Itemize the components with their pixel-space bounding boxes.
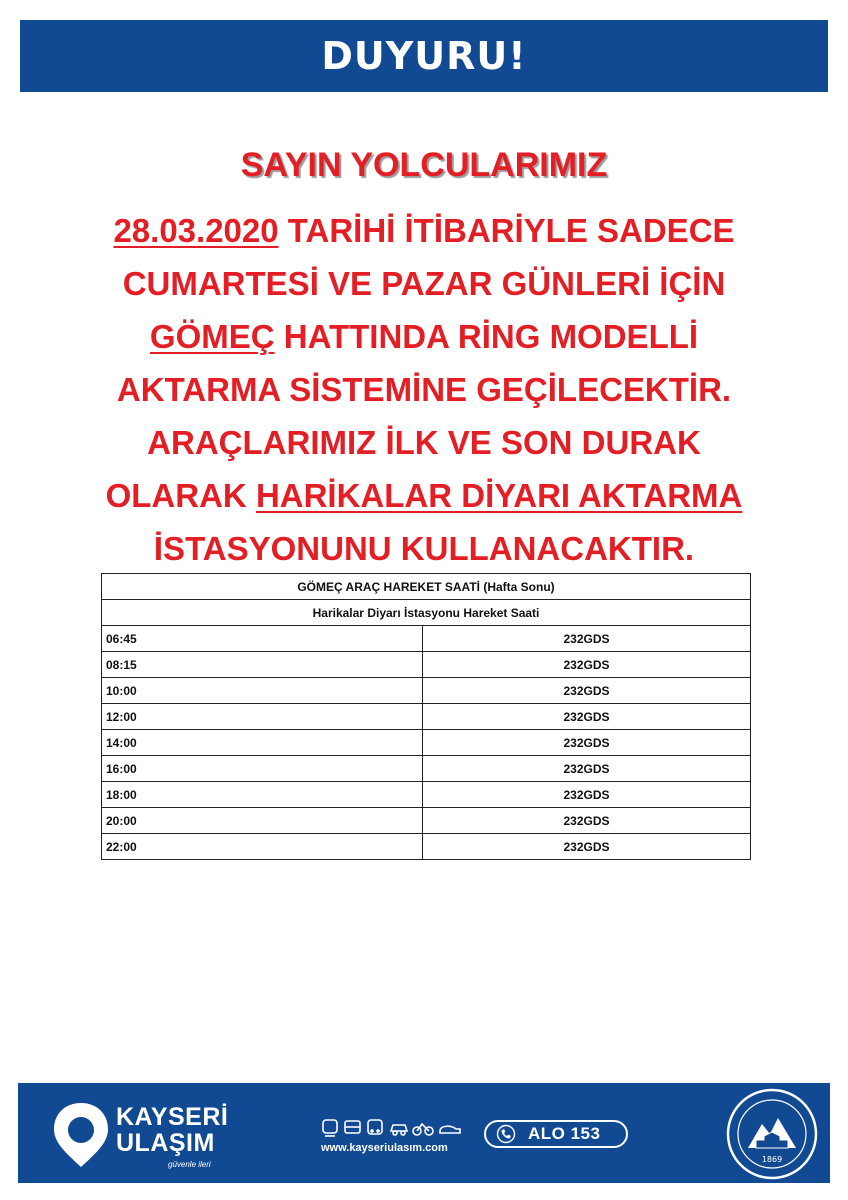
- brand-name-line1: KAYSERİ: [116, 1103, 229, 1131]
- phone-icon: [496, 1124, 516, 1144]
- website-link[interactable]: www.kayseriulasım.com: [321, 1142, 448, 1154]
- schedule-row: [102, 834, 751, 860]
- hotline-number: ALO 153: [528, 1124, 601, 1143]
- notice-paragraph-transfer-station: [0, 416, 848, 575]
- brand-tagline: güvenle ileri: [168, 1160, 211, 1169]
- route-code: 232GDS: [423, 730, 751, 756]
- schedule-subtitle-row: [102, 600, 751, 626]
- route-code: 232GDS: [423, 652, 751, 678]
- notice-line: ARAÇLARIMIZ İLK VE SON DURAK: [147, 424, 701, 461]
- notice-line: GÖMEÇ HATTINDA RİNG MODELLİ: [149, 318, 699, 355]
- hotline-badge[interactable]: [484, 1120, 628, 1148]
- route-code: 232GDS: [423, 782, 751, 808]
- route-code: 232GDS: [423, 626, 751, 652]
- route-code: 232GDS: [423, 704, 751, 730]
- header-title: DUYURU!: [321, 34, 527, 78]
- departure-time: 18:00: [102, 782, 423, 808]
- route-code: 232GDS: [423, 808, 751, 834]
- station-name: HARİKALAR DİYARI AKTARMA: [255, 477, 743, 514]
- kayseri-ulasim-logo-icon: [50, 1099, 112, 1171]
- effective-date: 28.03.2020: [113, 212, 279, 249]
- notice-line: İSTASYONUNU KULLANACAKTIR.: [153, 530, 695, 567]
- schedule-row: [102, 730, 751, 756]
- municipality-seal-icon: [726, 1088, 818, 1180]
- greeting-heading: SAYIN YOLCULARIMIZ: [240, 146, 608, 184]
- footer-bar: [18, 1083, 830, 1183]
- schedule-row: [102, 756, 751, 782]
- departure-time: 08:15: [102, 652, 423, 678]
- notice-line: OLARAK HARİKALAR DİYARI AKTARMA: [105, 477, 743, 514]
- schedule-row: [102, 652, 751, 678]
- departure-time: 22:00: [102, 834, 423, 860]
- departure-time: 20:00: [102, 808, 423, 834]
- departure-time: 14:00: [102, 730, 423, 756]
- route-code: 232GDS: [423, 678, 751, 704]
- route-code: 232GDS: [423, 756, 751, 782]
- departure-time: 10:00: [102, 678, 423, 704]
- departure-time: 16:00: [102, 756, 423, 782]
- departure-time: 06:45: [102, 626, 423, 652]
- schedule-row: [102, 808, 751, 834]
- transport-modes-icon: [320, 1117, 470, 1137]
- schedule-row: [102, 704, 751, 730]
- schedule-row: [102, 626, 751, 652]
- schedule-row: [102, 782, 751, 808]
- notice-line: 28.03.2020 TARİHİ İTİBARİYLE SADECE: [113, 212, 735, 249]
- departure-time: 12:00: [102, 704, 423, 730]
- notice-line: AKTARMA SİSTEMİNE GEÇİLECEKTİR.: [116, 371, 732, 408]
- route-code: 232GDS: [423, 834, 751, 860]
- schedule-row: [102, 678, 751, 704]
- schedule-title-row: [102, 574, 751, 600]
- seal-year: 1869: [761, 1155, 783, 1164]
- schedule-subtitle: Harikalar Diyarı İstasyonu Hareket Saati: [102, 600, 751, 626]
- departure-schedule-table: [101, 573, 751, 860]
- line-name: GÖMEÇ: [149, 318, 275, 355]
- notice-line: CUMARTESİ VE PAZAR GÜNLERİ İÇİN: [122, 265, 726, 302]
- schedule-title: GÖMEÇ ARAÇ HAREKET SAATİ (Hafta Sonu): [102, 574, 751, 600]
- brand-name-line2: ULAŞIM: [116, 1129, 215, 1157]
- notice-paragraph-ring-model: [0, 204, 848, 416]
- header-banner: [20, 20, 828, 92]
